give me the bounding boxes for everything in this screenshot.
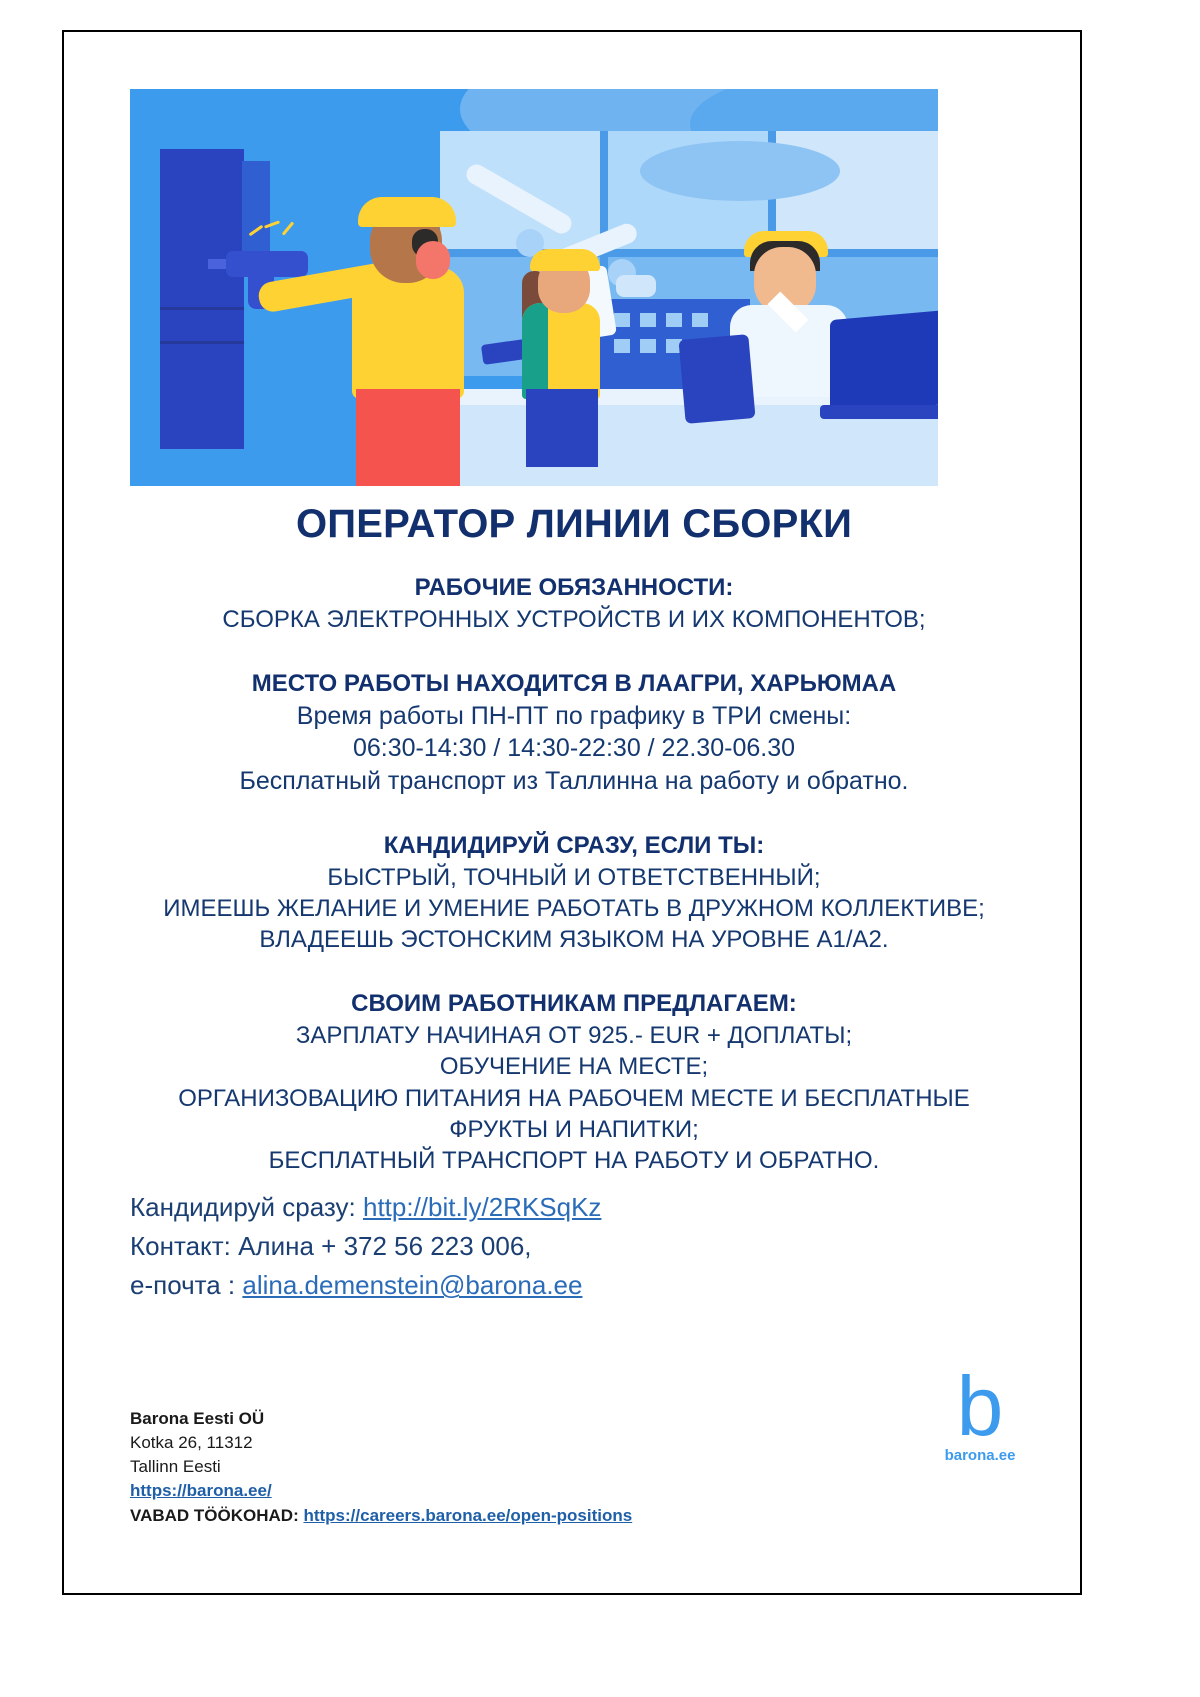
- contact-label: Контакт:: [130, 1231, 231, 1262]
- offer-item: ОБУЧЕНИЕ НА МЕСТЕ;: [439, 1053, 709, 1081]
- apply-line: [130, 1190, 1018, 1225]
- apply-link[interactable]: http://bit.ly/2RKSqKz: [362, 1192, 602, 1223]
- worker-vest: [522, 303, 548, 399]
- duties-line: СБОРКА ЭЛЕКТРОННЫХ УСТРОЙСТВ И ИХ КОМПОНЕНТОВ;: [222, 605, 926, 633]
- barona-logo-caption: barona.ee: [944, 1447, 1016, 1465]
- email-line: [130, 1268, 1018, 1303]
- building-window: [640, 313, 656, 327]
- duties-heading: РАБОЧИЕ ОБЯЗАННОСТИ:: [414, 574, 734, 601]
- machine-cabinet-top: [242, 161, 270, 253]
- power-drill: [226, 251, 308, 277]
- tablet-device: [678, 334, 755, 424]
- spacer: [130, 635, 1018, 669]
- offer-item: ЗАРПЛАТУ НАЧИНАЯ ОТ 925.- EUR + ДОПЛАТЫ;: [295, 1022, 853, 1050]
- cabinet-seam: [160, 341, 244, 344]
- vacancies-link[interactable]: https://careers.barona.ee/open-positions: [303, 1505, 633, 1525]
- requirement-item: ИМЕЕШЬ ЖЕЛАНИЕ И УМЕНИЕ РАБОТАТЬ В ДРУЖНОМ КОЛЛЕКТИВЕ;: [163, 895, 985, 923]
- offer-item: ОРГАНИЗОВАЦИЮ ПИТАНИЯ НА РАБОЧЕМ МЕСТЕ И БЕСПЛАТНЫЕ: [178, 1084, 970, 1112]
- worker-skirt: [526, 389, 598, 467]
- spacer: [130, 955, 1018, 989]
- company-city: Tallinn Eesti: [130, 1457, 221, 1477]
- barona-logo: [920, 1359, 1040, 1465]
- building-window: [614, 339, 630, 353]
- window-mullion: [440, 249, 938, 257]
- laptop-base: [820, 405, 938, 419]
- barona-b-icon: b: [956, 1359, 1004, 1453]
- robot-claw: [616, 275, 656, 297]
- poster-content: [130, 502, 1018, 1307]
- company-website-link[interactable]: https://barona.ee/: [130, 1481, 272, 1501]
- building-window: [640, 339, 656, 353]
- worker-torso: [352, 267, 464, 399]
- factory-illustration: [130, 89, 938, 486]
- transport-line: Бесплатный транспорт из Таллинна на работу и обратно.: [239, 766, 909, 795]
- requirement-item: БЫСТРЫЙ, ТОЧНЫЙ И ОТВЕТСТВЕННЫЙ;: [327, 863, 821, 891]
- offer-item: БЕСПЛАТНЫЙ ТРАНСПОРТ НА РАБОТУ И ОБРАТНО.: [268, 1146, 880, 1174]
- cabinet-seam: [160, 307, 244, 310]
- contact-line: [130, 1229, 1018, 1264]
- building-window: [614, 313, 630, 327]
- contact-value: Алина + 372 56 223 006,: [238, 1231, 532, 1262]
- building-window: [666, 313, 682, 327]
- spacer: [130, 797, 1018, 831]
- offer-item: ФРУКТЫ И НАПИТКИ;: [449, 1115, 699, 1143]
- vacancies-label: VABAD TÖÖKOHAD:: [130, 1505, 299, 1525]
- email-link[interactable]: alina.demenstein@barona.ee: [242, 1270, 583, 1301]
- company-address: Kotka 26, 11312: [130, 1433, 253, 1453]
- laptop-screen: [830, 310, 938, 414]
- shifts-line: 06:30-14:30 / 14:30-22:30 / 22.30-06.30: [352, 734, 796, 763]
- company-footer: [130, 1407, 750, 1528]
- company-name: Barona Eesti OÜ: [130, 1409, 265, 1428]
- page-title: ОПЕРАТОР ЛИНИИ СБОРКИ: [295, 502, 853, 546]
- window-cloud: [640, 141, 840, 201]
- poster-page: [62, 30, 1082, 1595]
- building-window: [692, 313, 708, 327]
- requirement-item: ВЛАДЕЕШЬ ЭСТОНСКИМ ЯЗЫКОМ НА УРОВНЕ А1/А2.: [259, 926, 889, 954]
- offer-heading: СВОИМ РАБОТНИКАМ ПРЕДЛАГАЕМ:: [351, 990, 797, 1018]
- location-heading: МЕСТО РАБОТЫ НАХОДИТСЯ В ЛААГРИ, ХАРЬЮМАА: [251, 669, 897, 697]
- hard-hat-icon: [530, 249, 600, 271]
- contact-block: [130, 1190, 1018, 1303]
- ear-protection-icon: [416, 241, 450, 279]
- worker-trousers: [356, 389, 460, 486]
- hard-hat-icon: [358, 197, 456, 227]
- email-label: е-почта :: [130, 1270, 236, 1301]
- machine-cabinet: [160, 149, 244, 449]
- apply-heading: КАНДИДИРУЙ СРАЗУ, ЕСЛИ ТЫ:: [383, 832, 765, 860]
- schedule-line: Время работы ПН-ПТ по графику в ТРИ смены:: [296, 701, 852, 730]
- apply-label: Кандидируй сразу:: [130, 1192, 356, 1223]
